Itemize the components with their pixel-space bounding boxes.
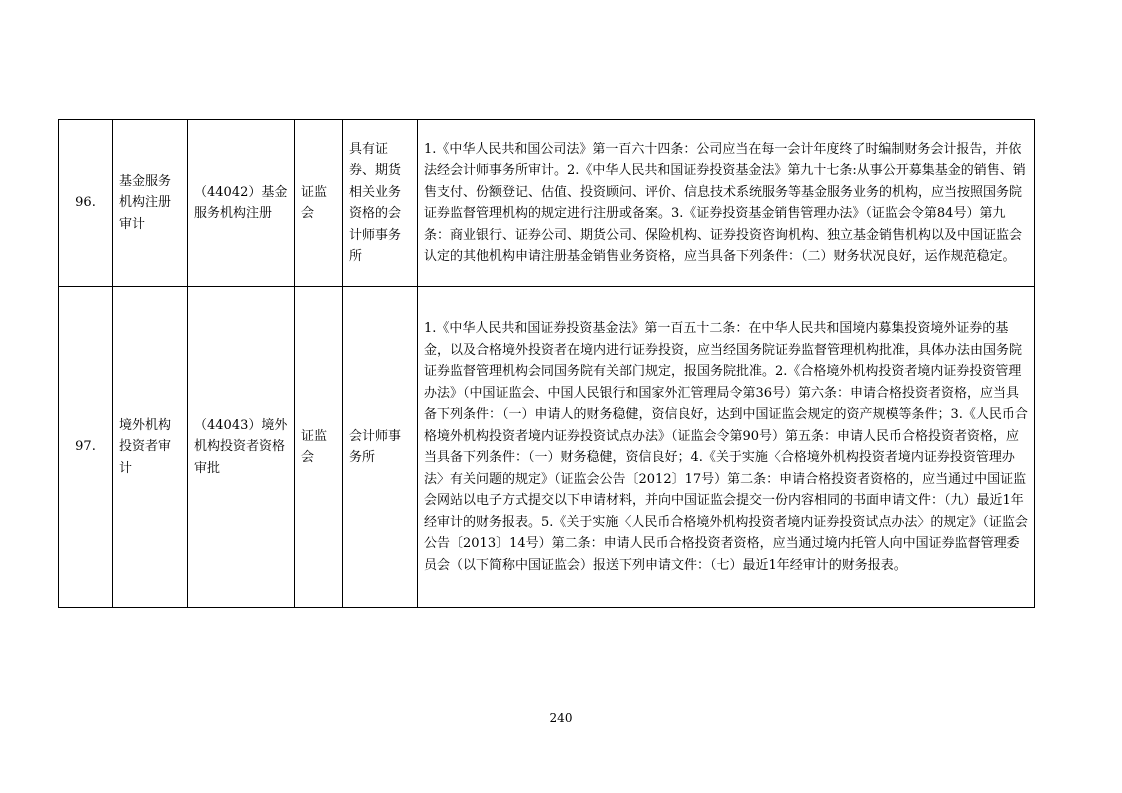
department: 证监会 — [295, 287, 343, 608]
table-row — [59, 287, 1035, 608]
department: 证监会 — [295, 120, 343, 287]
legal-basis: 1.《中华人民共和国公司法》第一百六十四条：公司应当在每一会计年度终了时编制财务会计报告，并依法经会计师事务所审计。2.《中华人民共和国证券投资基金法》第九十七条:从事公开募集基金的销售、销售支付、份额登记、估值、投资顾问、评价、信息技术系统服务等基金服务业务的机构，应当按照国务院证券监督管理机构的规定进行注册或备案。3.《证券投资基金销售管理办法》（证监会令第84号）第九条：商业银行、证券公司、期货公司、保险机构、证券投资咨询机构、独立基金销售机构以及中国证监会认定的其他机构申请注册基金销售业务资格，应当具备下列条件：（二）财务状况良好，运作规范稳定。 — [418, 120, 1035, 287]
legal-basis: 1.《中华人民共和国证券投资基金法》第一百五十二条：在中华人民共和国境内募集投资境外证券的基金，以及合格境外投资者在境内进行证券投资，应当经国务院证券监督管理机构批准，具体办法由国务院证券监督管理机构会同国务院有关部门规定，报国务院批准。2.《合格境外机构投资者境内证券投资管理办法》（中国证监会、中国人民银行和国家外汇管理局令第36号）第六条：申请合格投资者资格，应当具备下列条件：（一）申请人的财务稳健，资信良好，达到中国证监会规定的资产规模等条件；3.《人民币合格境外机构投资者境内证券投资试点办法》（证监会令第90号）第五条：申请人民币合格投资者资格，应当具备下列条件：（一）财务稳健，资信良好；4.《关于实施〈合格境外机构投资者境内证券投资管理办法〉有关问题的规定》（证监会公告〔2012〕17号）第二条：申请合格投资者资格的，应当通过中国证监会网站以电子方式提交以下申请材料，并向中国证监会提交一份内容相同的书面申请文件：（九）最近1年经审计的财务报表。5.《关于实施〈人民币合格境外机构投资者境内证券投资试点办法〉的规定》（证监会公告〔2013〕14号）第二条：申请人民币合格投资者资格，应当通过境内托管人向中国证券监督管理委员会（以下简称中国证监会）报送下列申请文件：（七）最近1年经审计的财务报表。 — [418, 287, 1035, 608]
row-number: 97. — [59, 287, 113, 608]
approval-item: （44042）基金服务机构注册 — [188, 120, 295, 287]
regulation-table — [58, 119, 1035, 608]
audit-item: 基金服务机构注册审计 — [113, 120, 188, 287]
approval-item: （44043）境外机构投资者资格审批 — [188, 287, 295, 608]
qualification: 具有证券、期货相关业务资格的会计师事务所 — [343, 120, 418, 287]
table-row — [59, 120, 1035, 287]
audit-item: 境外机构投资者审计 — [113, 287, 188, 608]
row-number: 96. — [59, 120, 113, 287]
page-number: 240 — [549, 711, 573, 725]
qualification: 会计师事务所 — [343, 287, 418, 608]
